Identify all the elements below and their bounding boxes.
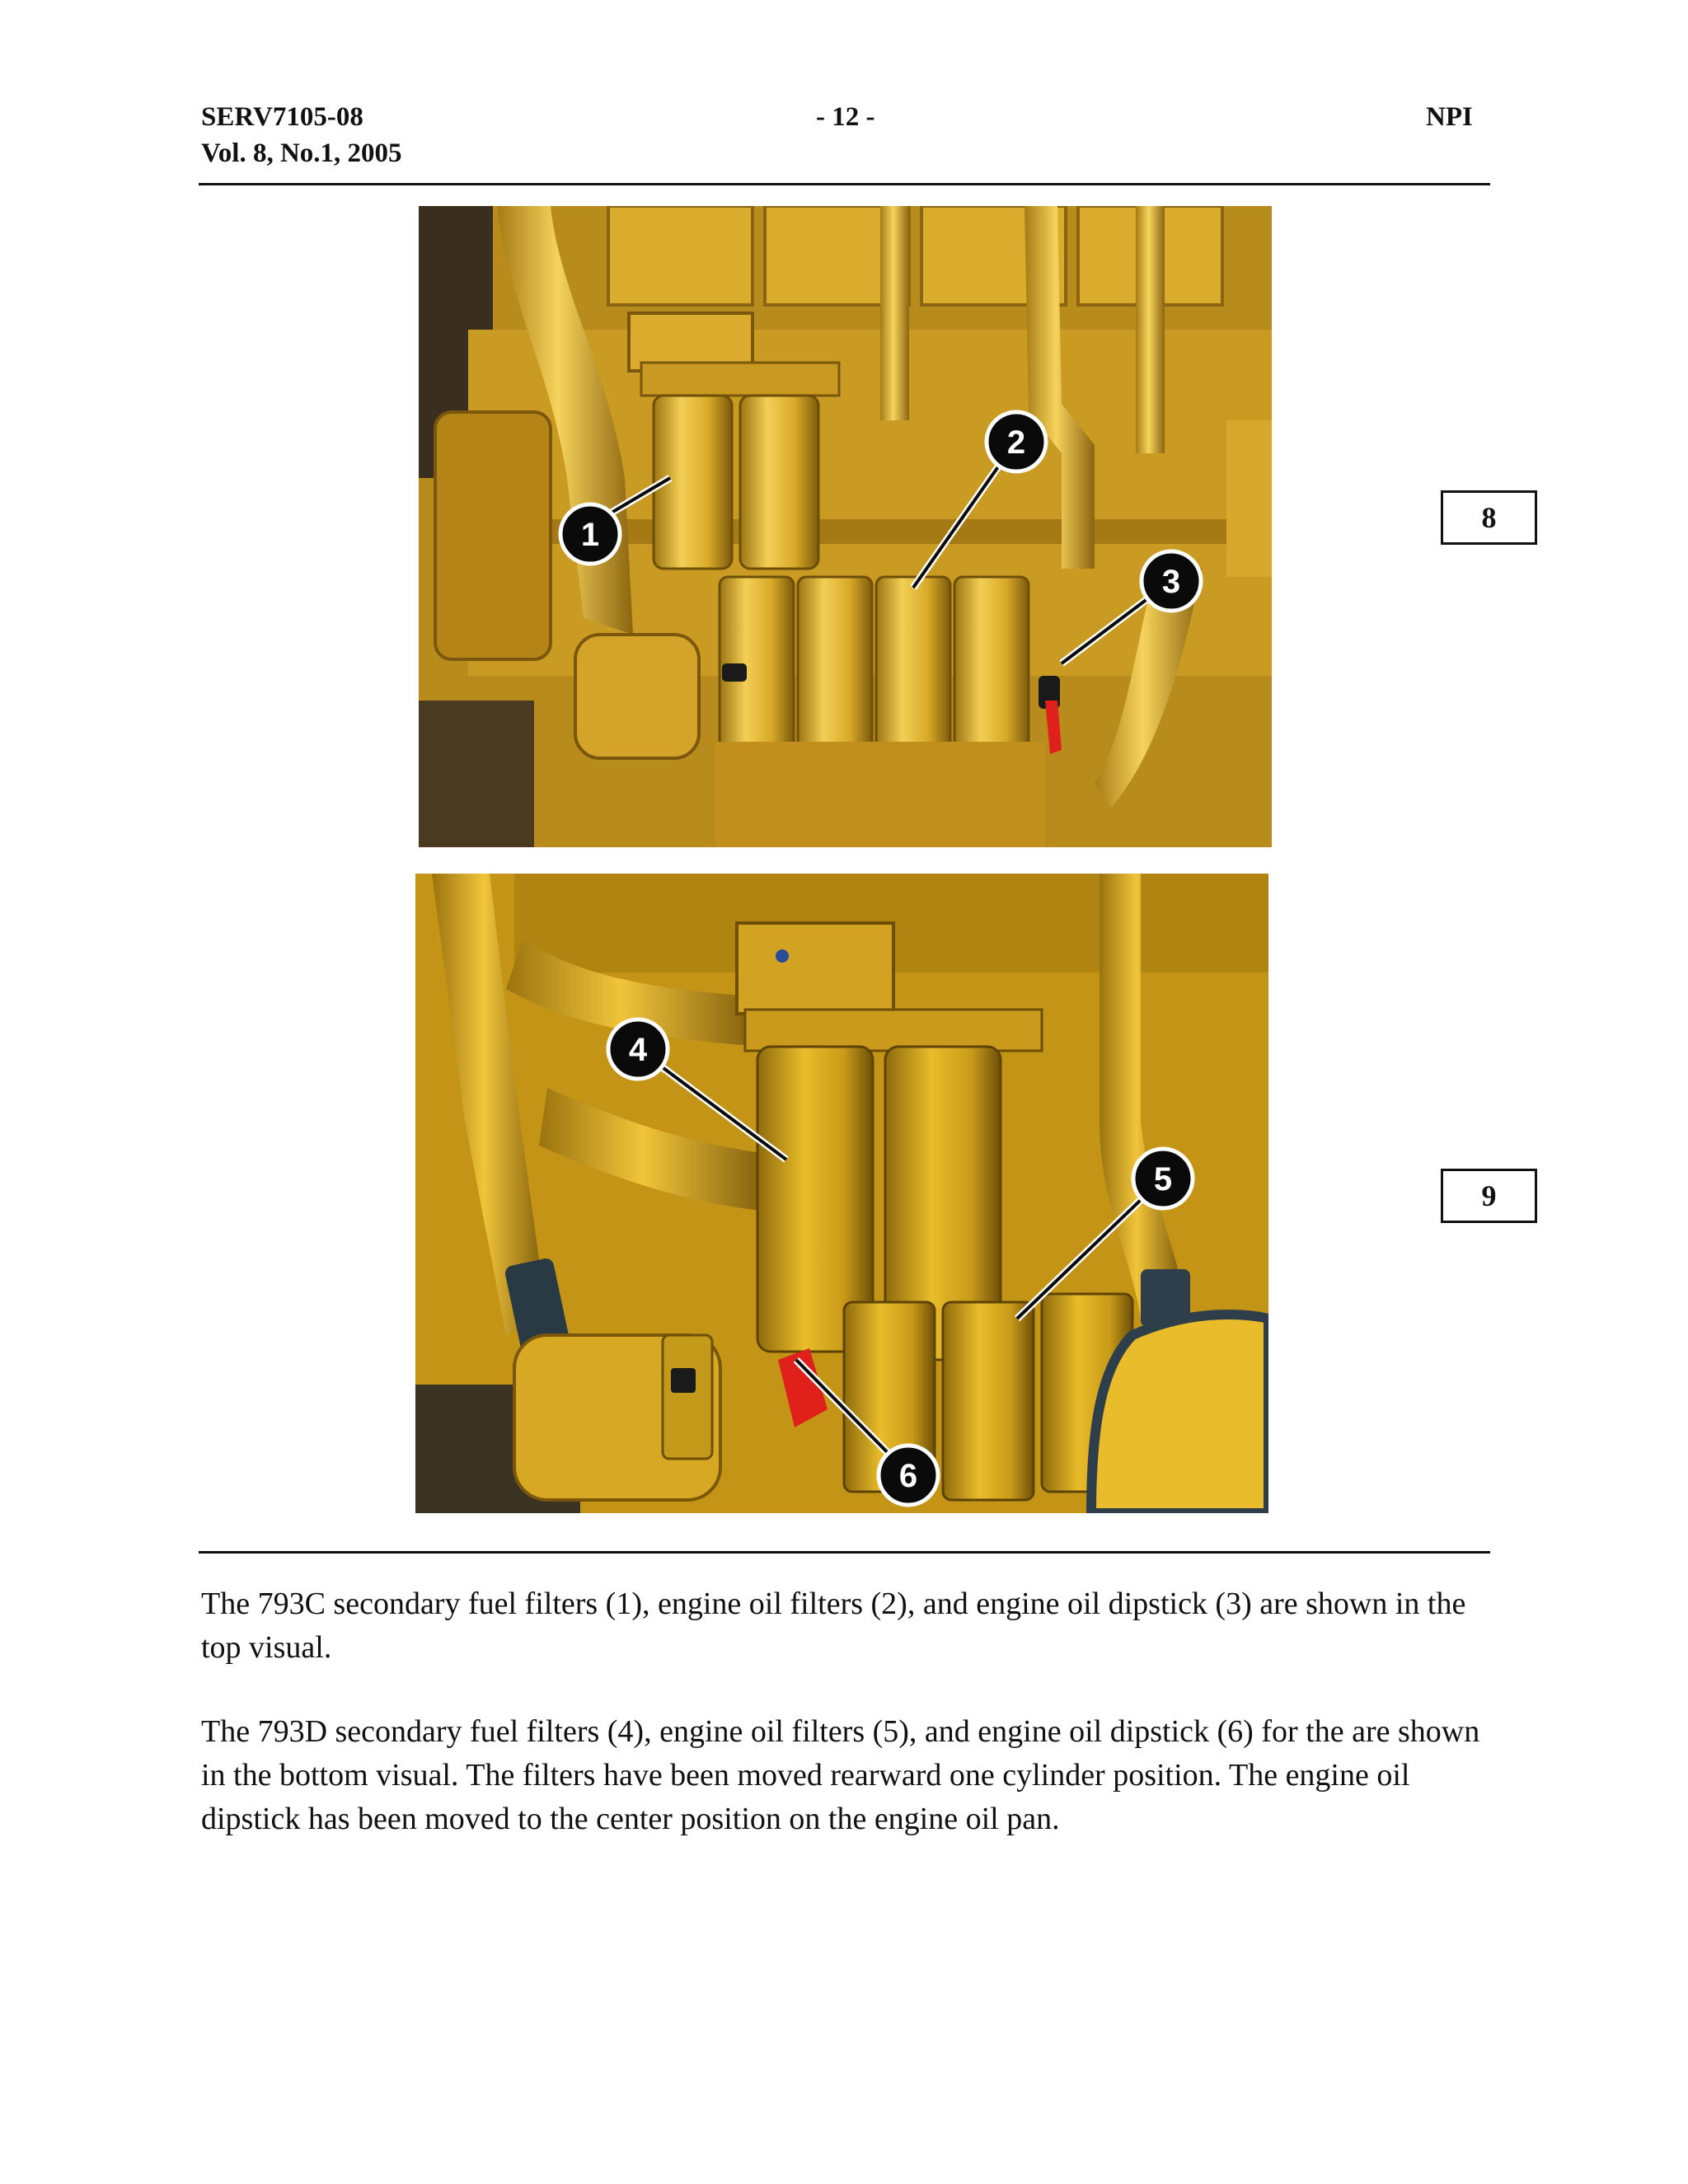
callout-4 xyxy=(608,1019,668,1079)
callout-6 xyxy=(879,1446,938,1505)
callout-5-label: 5 xyxy=(1153,1161,1173,1197)
photo-793d-engine xyxy=(415,874,1268,1513)
callout-5 xyxy=(1133,1149,1193,1208)
callout-3 xyxy=(1142,551,1201,611)
section-label: NPI xyxy=(1426,102,1473,132)
callout-1 xyxy=(560,504,620,564)
volume-info: Vol. 8, No.1, 2005 xyxy=(201,138,402,168)
document-number: SERV7105-08 xyxy=(201,102,363,132)
figure-number-box-8: 8 xyxy=(1441,490,1537,545)
engine-photo-793c xyxy=(419,206,1272,847)
figure-number-box-9: 9 xyxy=(1441,1169,1537,1223)
callout-1-label: 1 xyxy=(580,517,600,553)
paragraph-793c-description: The 793C secondary fuel filters (1), engine oil filters (2), and engine oil dipstick (3) are shown in the top visual. xyxy=(201,1586,1466,1665)
callout-4-label: 4 xyxy=(628,1032,648,1068)
paragraph-793d-description: The 793D secondary fuel filters (4), engine oil filters (5), and engine oil dipstick (6) for the are shown in the bottom visual. The filters have been moved rearward one cylinder position. The engine oil dipstick has been moved to the center position on the engine oil pan. xyxy=(201,1714,1480,1836)
callout-3-label: 3 xyxy=(1161,564,1181,600)
page-number: - 12 - xyxy=(816,102,875,132)
callout-2 xyxy=(987,412,1046,471)
engine-photo-793d xyxy=(415,874,1268,1513)
header-rule xyxy=(199,183,1490,185)
photo-793c-engine xyxy=(419,206,1272,847)
body-rule xyxy=(199,1551,1490,1554)
callout-6-label: 6 xyxy=(898,1458,918,1494)
callout-2-label: 2 xyxy=(1006,424,1026,461)
